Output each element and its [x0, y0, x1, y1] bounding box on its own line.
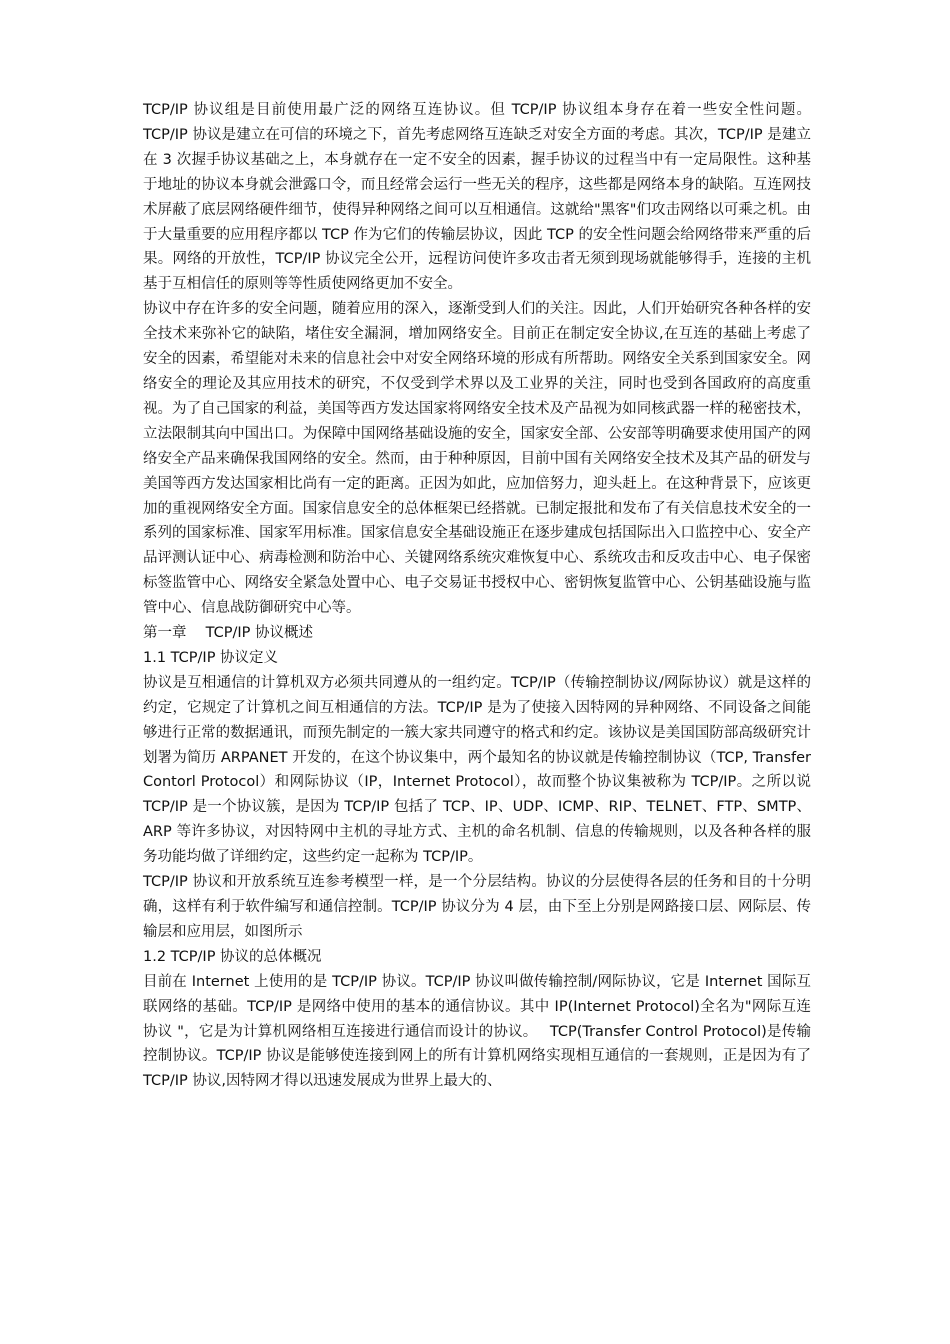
document-page	[143, 98, 811, 1094]
section-1-1-heading: 1.1 TCP/IP 协议定义	[143, 649, 279, 666]
section-1-1-paragraph-1: 协议是互相通信的计算机双方必须共同遵从的一组约定。TCP/IP（传输控制协议/网际协议）就是这样的约定，它规定了计算机之间互相通信的方法。TCP/IP 是为了使接入因特网的异种网络、不同设备之间能够进行正常的数据通讯，而预先制定的一簇大家共同遵守的格式和约定。该协议是美国国防部高级研究计划署为简历 ARPANET 开发的，在这个协议集中，两个最知名的协议就是传输控制协议（TCP, Transfer Contorl Protocol）和网际协议（IP，Internet Protocol），故而整个协议集被称为 TCP/IP。之所以说 TCP/IP 是一个协议簇，是因为 TCP/IP 包括了 TCP、IP、UDP、ICMP、RIP、TELNET、FTP、SMTP、ARP 等许多协议，对因特网中主机的寻址方式、主机的命名机制、信息的传输规则，以及各种各样的服务功能均做了详细约定，这些约定一起称为 TCP/IP。	[143, 674, 811, 866]
chapter-1-heading: 第一章 TCP/IP 协议概述	[143, 625, 313, 642]
section-1-1-paragraph-2: TCP/IP 协议和开放系统互连参考模型一样，是一个分层结构。协议的分层使得各层的任务和目的十分明确，这样有利于软件编写和通信控制。TCP/IP 协议分为 4 层，由下至上分别是网路接口层、网际层、传输层和应用层，如图所示	[143, 874, 811, 940]
intro-paragraph-2: 协议中存在许多的安全问题，随着应用的深入，逐渐受到人们的关注。因此，人们开始研究各种各样的安全技术来弥补它的缺陷，堵住安全漏洞，增加网络安全。目前正在制定安全协议,在互连的基础上考虑了安全的因素，希望能对未来的信息社会中对安全网络环境的形成有所帮助。网络安全关系到国家安全。网络安全的理论及其应用技术的研究，不仅受到学术界以及工业界的关注，同时也受到各国政府的高度重视。为了自己国家的利益，美国等西方发达国家将网络安全技术及产品视为如同核武器一样的秘密技术，立法限制其向中国出口。为保障中国网络基础设施的安全，国家安全部、公安部等明确要求使用国产的网络安全产品来确保我国网络的安全。然而，由于种种原因，目前中国有关网络安全技术及其产品的研发与美国等西方发达国家相比尚有一定的距离。正因为如此，应加倍努力，迎头赶上。在这种背景下，应该更加的重视网络安全方面。国家信息安全的总体框架已经搭就。已制定报批和发布了有关信息技术安全的一系列的国家标准、国家军用标准。国家信息安全基础设施正在逐步建成包括国际出入口监控中心、安全产品评测认证中心、病毒检测和防治中心、关键网络系统灾难恢复中心、系统攻击和反攻击中心、电子保密标签监管中心、网络安全紧急处置中心、电子交易证书授权中心、密钥恢复监管中心、公钥基础设施与监管中心、信息战防御研究中心等。	[143, 301, 811, 617]
section-1-2-heading: 1.2 TCP/IP 协议的总体概况	[143, 948, 322, 965]
intro-paragraph-1: TCP/IP 协议组是目前使用最广泛的网络互连协议。但 TCP/IP 协议组本身存在着一些安全性问题。TCP/IP 协议是建立在可信的环境之下，首先考虑网络互连缺乏对安全方面的考虑。其次，TCP/IP 是建立在 3 次握手协议基础之上，本身就存在一定不安全的因素，握手协议的过程当中有一定局限性。这种基于地址的协议本身就会泄露口令，而且经常会运行一些无关的程序，这些都是网络本身的缺陷。互连网技术屏蔽了底层网络硬件细节，使得异种网络之间可以互相通信。这就给"黑客"们攻击网络以可乘之机。由于大量重要的应用程序都以 TCP 作为它们的传输层协议，因此 TCP 的安全性问题会给网络带来严重的后果。网络的开放性，TCP/IP 协议完全公开，远程访问使许多攻击者无须到现场就能够得手，连接的主机基于互相信任的原则等等性质使网络更加不安全。	[143, 102, 811, 293]
section-1-2-paragraph-1: 目前在 Internet 上使用的是 TCP/IP 协议。TCP/IP 协议叫做传输控制/网际协议，它是 Internet 国际互联网络的基础。TCP/IP 是网络中使用的基本的通信协议。其中 IP(Internet Protocol)全名为"网际互连协议 "，它是为计算机网络相互连接进行通信而设计的协议。 TCP(Transfer Control Protocol)是传输控制协议。TCP/IP 协议是能够使连接到网上的所有计算机网络实现相互通信的一套规则，正是因为有了 TCP/IP 协议,因特网才得以迅速发展成为世界上最大的、	[143, 973, 811, 1090]
